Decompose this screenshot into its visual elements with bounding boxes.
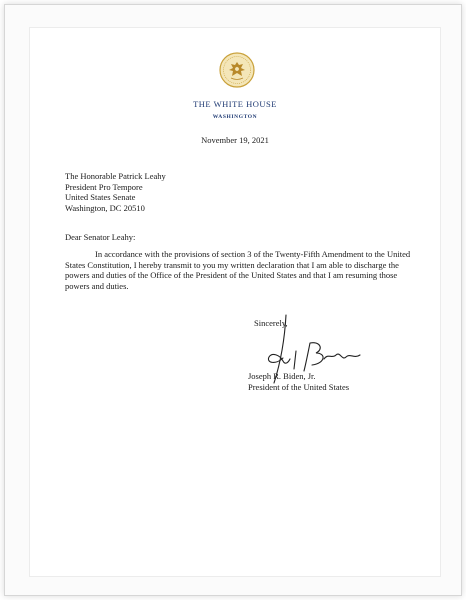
letter-page (29, 27, 441, 577)
letterhead-subtitle: WASHINGTON (212, 114, 258, 120)
letter-body: In accordance with the provisions of section 3 of the Twenty-Fifth Amendment to the United States Constitution, I hereby transmit to you my written declaration that I am able to discharge the powers and duties of the Office of the President of the United States and that I am resuming those powers and duties. (65, 249, 411, 291)
signer-name: Joseph R. Biden, Jr. (248, 371, 316, 381)
signer-title: President of the United States (248, 381, 350, 392)
document-frame (4, 4, 462, 596)
letterhead-title: THE WHITE HOUSE (193, 99, 277, 109)
recipient-city-line: Washington, DC 20510 (65, 202, 145, 213)
signer-block (248, 371, 349, 392)
recipient-organization: United States Senate (65, 192, 136, 202)
recipient-title: President Pro Tempore (65, 181, 143, 192)
letter-date: November 19, 2021 (201, 135, 269, 145)
recipient-name: The Honorable Patrick Leahy (65, 171, 166, 181)
closing: Sincerely, (254, 318, 288, 328)
recipient-address (65, 171, 166, 213)
salutation: Dear Senator Leahy: (65, 232, 136, 242)
presidential-seal-icon (219, 52, 255, 88)
